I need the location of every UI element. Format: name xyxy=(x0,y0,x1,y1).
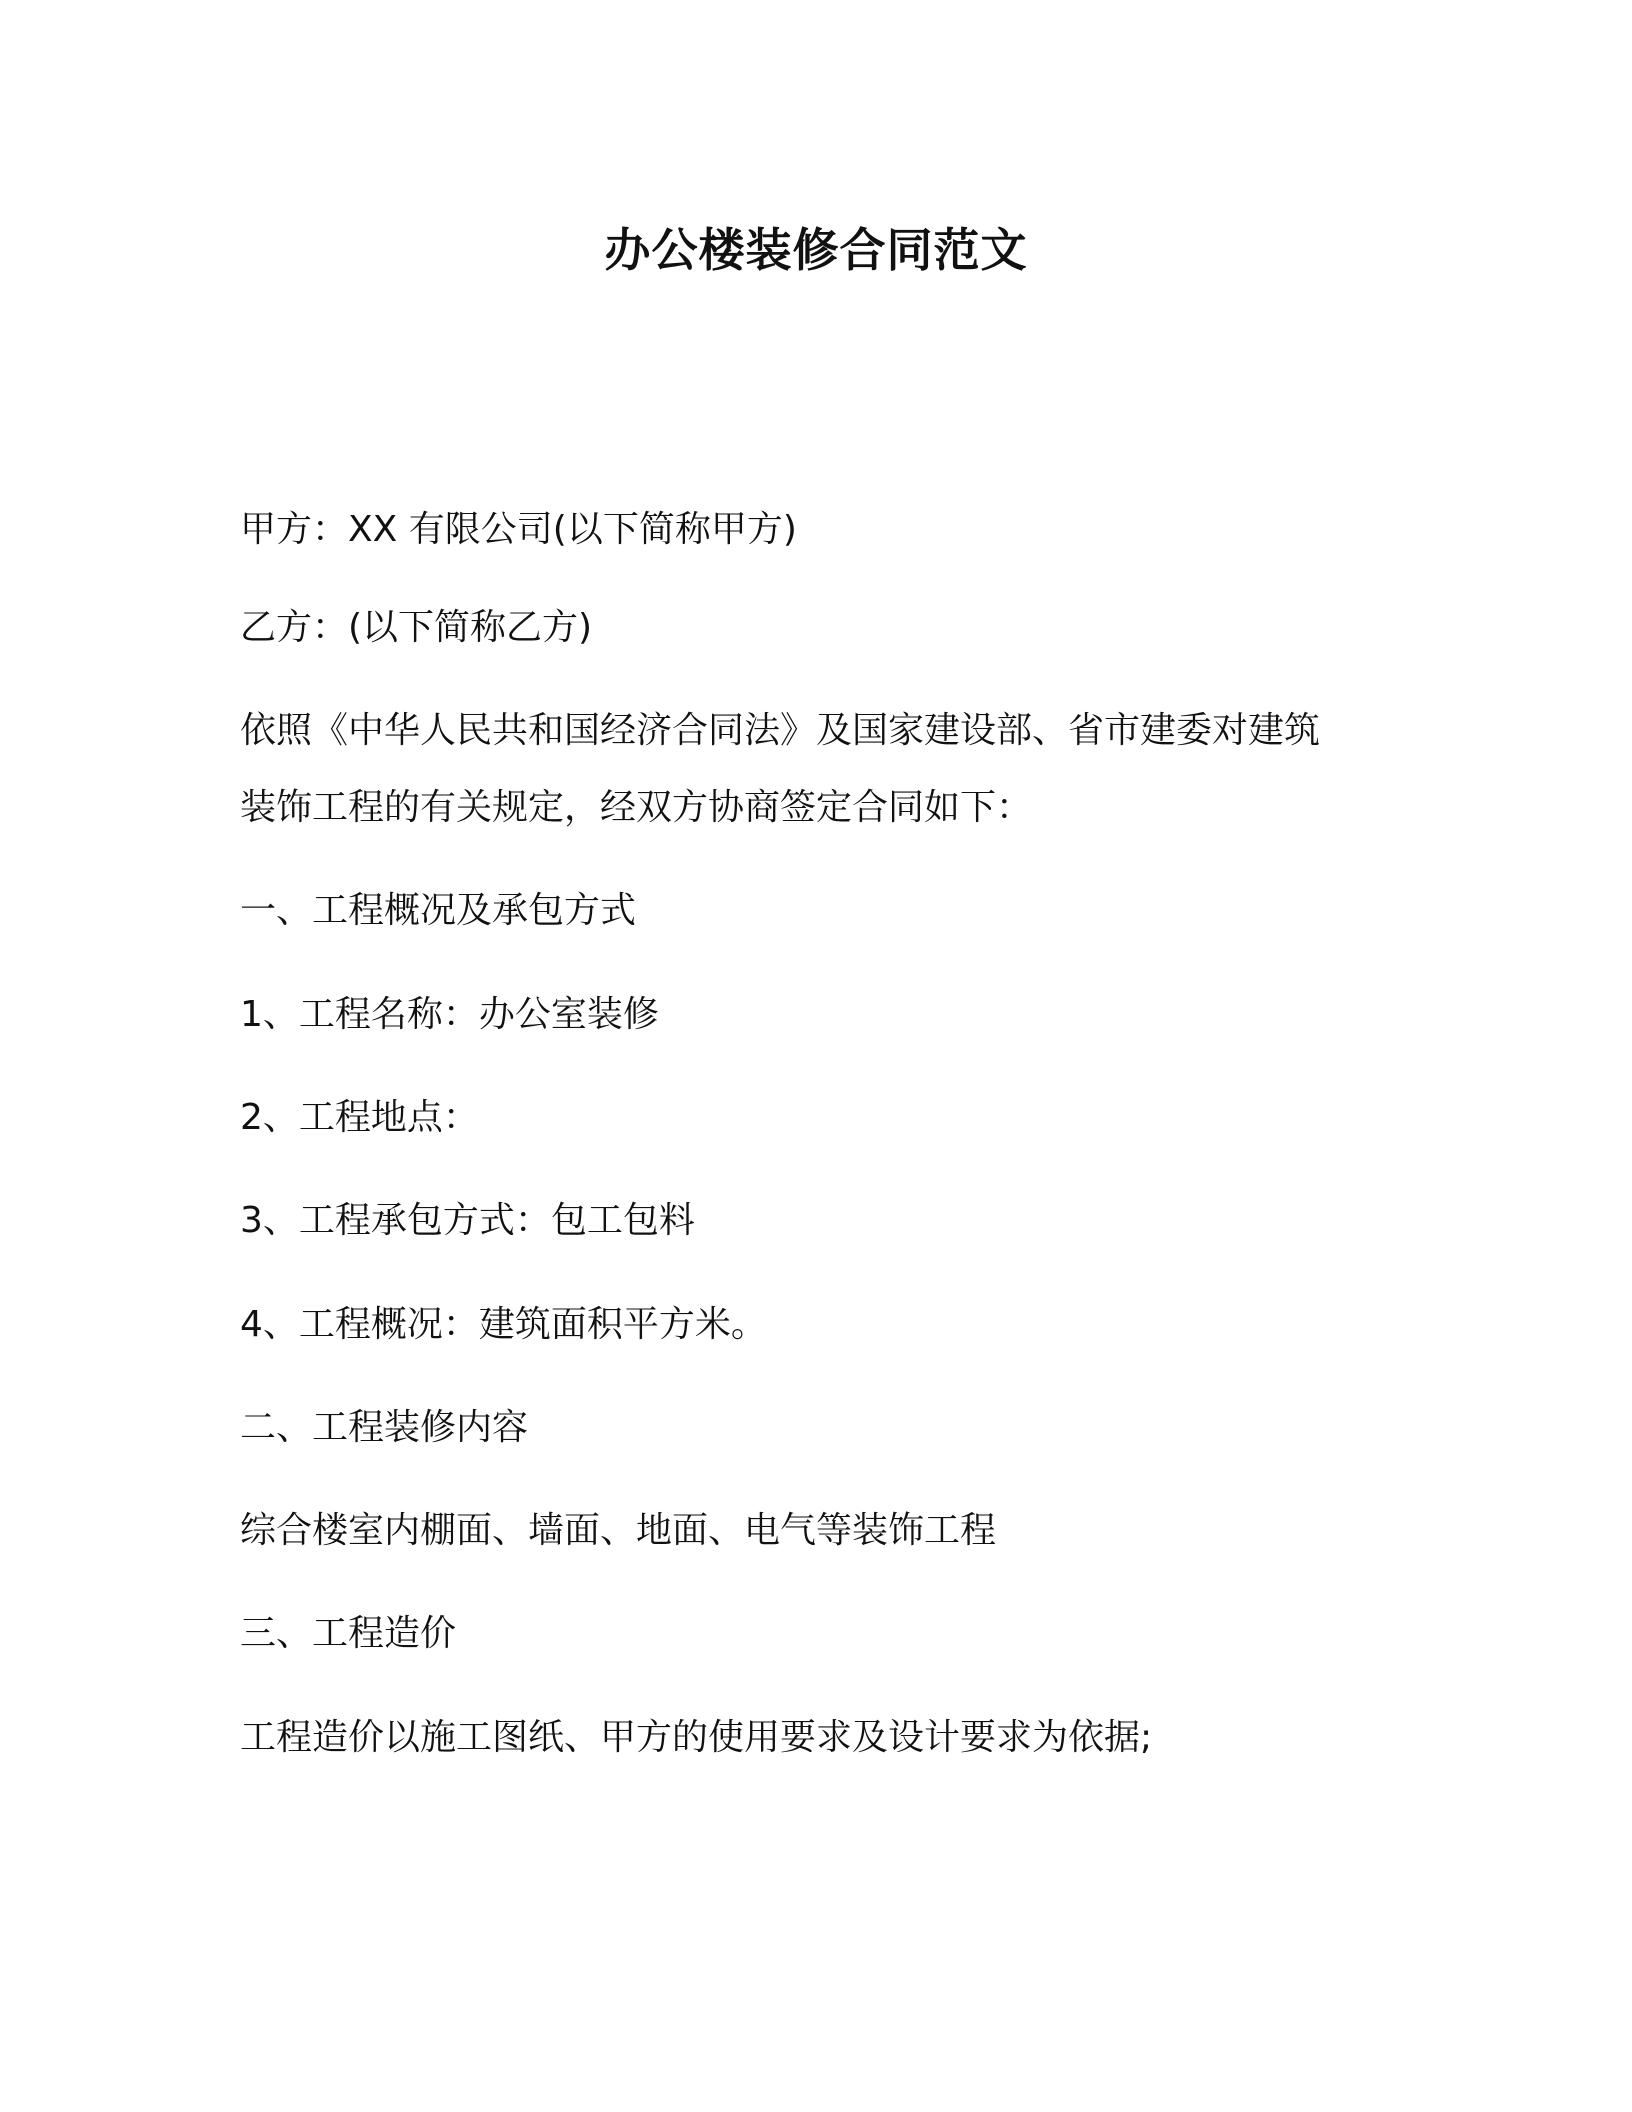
section-2-body: 综合楼室内棚面、墙面、地面、电气等装饰工程 xyxy=(240,1510,997,1551)
section-3-body: 工程造价以施工图纸、甲方的使用要求及设计要求为依据; xyxy=(240,1717,1153,1758)
party-b-line: 乙方：(以下简称乙方) xyxy=(240,607,593,648)
preamble-line-2: 装饰工程的有关规定，经双方协商签定合同如下： xyxy=(240,787,1033,828)
page-title: 办公楼装修合同范文 xyxy=(604,223,1028,277)
section-2-heading: 二、工程装修内容 xyxy=(240,1407,529,1448)
item-3: 3、工程承包方式：包工包料 xyxy=(240,1200,695,1241)
party-a-line: 甲方：XX 有限公司(以下简称甲方) xyxy=(240,509,797,550)
item-4: 4、工程概况：建筑面积平方米。 xyxy=(240,1304,767,1345)
preamble-line-1: 依照《中华人民共和国经济合同法》及国家建设部、省市建委对建筑 xyxy=(240,710,1321,751)
item-2: 2、工程地点： xyxy=(240,1097,479,1138)
section-3-heading: 三、工程造价 xyxy=(240,1613,457,1654)
item-1: 1、工程名称：办公室装修 xyxy=(240,994,659,1035)
section-1-heading: 一、工程概况及承包方式 xyxy=(240,890,637,931)
